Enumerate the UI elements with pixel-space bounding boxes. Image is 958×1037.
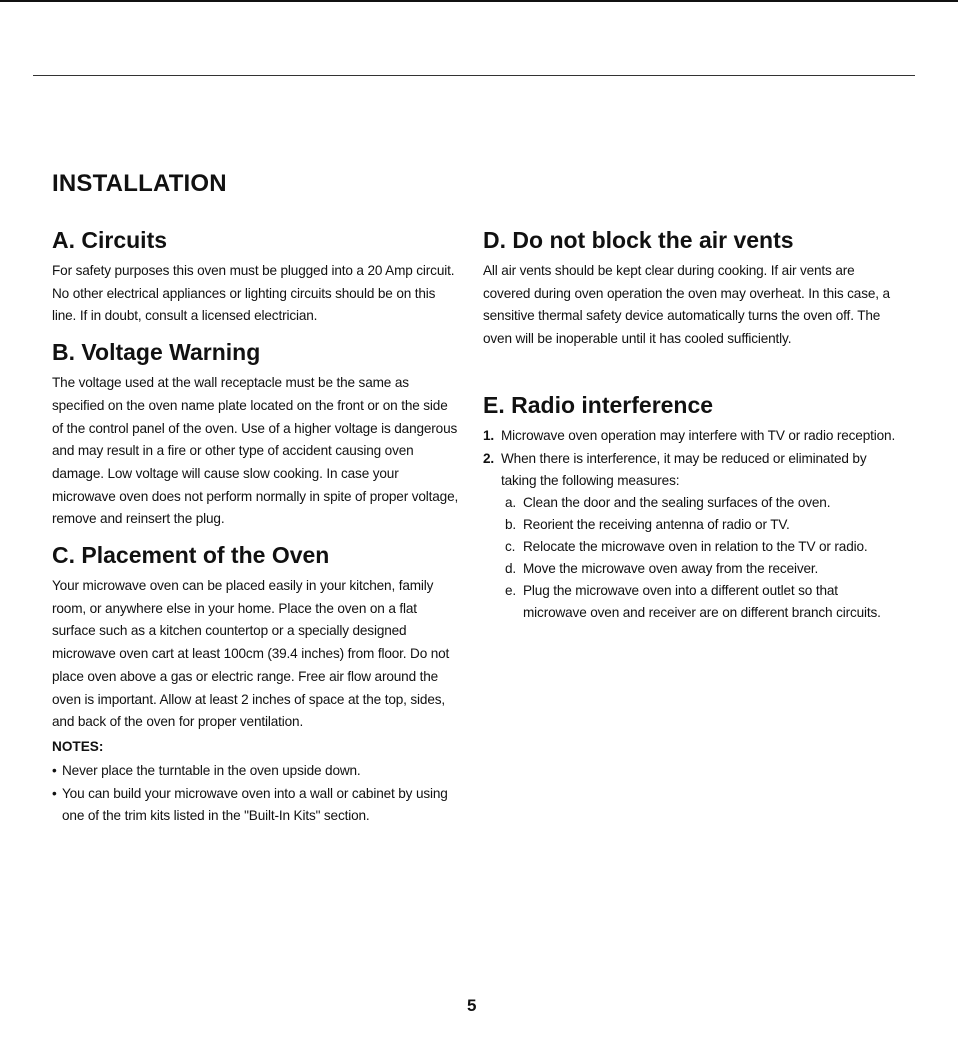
note-item: • You can build your microwave oven into a wall or cabinet by using one of the trim kits listed in the "Built-In Kits" section.: [52, 783, 462, 828]
measure-letter: a.: [505, 494, 517, 510]
step-text: When there is interference, it may be reduced or eliminated by taking the following measures:: [501, 450, 867, 488]
measure-item: [505, 514, 903, 536]
section-air-vents: [483, 224, 903, 351]
measure-text: Move the microwave oven away from the receiver.: [523, 560, 819, 576]
right-column: [483, 224, 903, 632]
notes-list: [52, 760, 462, 828]
note-item: • Never place the turntable in the oven upside down.: [52, 760, 462, 783]
measure-letter: e.: [505, 582, 517, 598]
measure-item: [505, 580, 903, 624]
step-item: [483, 425, 903, 447]
step-item: [483, 448, 903, 624]
measure-item: [505, 492, 903, 514]
page-title: INSTALLATION: [52, 170, 227, 197]
section-voltage-warning: [52, 336, 462, 531]
top-rule: [0, 0, 958, 2]
section-circuits: [52, 224, 462, 328]
section-radio-interference: [483, 389, 903, 624]
measure-letter: b.: [505, 516, 517, 532]
measure-item: [505, 558, 903, 580]
circuits-heading: A. Circuits: [52, 227, 168, 253]
measure-item: [505, 536, 903, 558]
placement-body: Your microwave oven can be placed easily in your kitchen, family room, or anywhere else in your home. Place the oven on a flat surface such as a kitchen countertop or a specially designed microwave oven cart at least 100cm (39.4 inches) from floor. Do not place oven above a gas or electric range. Free air flow around the oven is important. Allow at least 2 inches of space at the top, sides, and back of the oven for proper ventilation.: [52, 578, 450, 730]
measure-letter: c.: [505, 538, 516, 554]
radio-steps: [483, 425, 903, 624]
measure-text: Clean the door and the sealing surfaces of the oven.: [523, 494, 831, 510]
step-text: Microwave oven operation may interfere with TV or radio reception.: [501, 427, 896, 443]
vents-body: All air vents should be kept clear during cooking. If air vents are covered during oven operation the oven may overheat. In this case, a sensitive thermal safety device automatically turns the oven off. The oven will be inoperable until it has cooled sufficiently.: [483, 263, 890, 347]
measure-text: Plug the microwave oven into a different outlet so that microwave oven and receiver are on different branch circuits.: [523, 582, 881, 620]
step-number: 1.: [483, 427, 495, 443]
placement-heading: C. Placement of the Oven: [52, 542, 330, 569]
header-rule: [33, 75, 915, 76]
left-column: [52, 224, 462, 836]
section-placement: [52, 539, 462, 828]
radio-heading: E. Radio interference: [483, 391, 714, 418]
measure-letter: d.: [505, 560, 517, 576]
measure-text: Reorient the receiving antenna of radio or TV.: [523, 516, 790, 532]
voltage-heading: B. Voltage Warning: [52, 339, 261, 366]
notes-title: NOTES:: [52, 738, 104, 754]
vents-heading: D. Do not block the air vents: [483, 227, 794, 253]
page-number: 5: [467, 996, 477, 1015]
step-number: 2.: [483, 450, 495, 466]
voltage-body: The voltage used at the wall receptacle must be the same as specified on the oven name plate located on the front or on the side of the control panel of the oven. Use of a higher voltage is dangerous and may result in a fire or other type of accident causing oven damage. Low voltage will cause slow cooking. In case your microwave oven does not perform normally in spite of proper voltage, remove and reinsert the plug.: [52, 375, 459, 527]
measures-list: [501, 492, 903, 624]
measure-text: Relocate the microwave oven in relation to the TV or radio.: [523, 538, 868, 554]
circuits-body: For safety purposes this oven must be plugged into a 20 Amp circuit. No other electrical appliances or lighting circuits should be on this line. If in doubt, consult a licensed electrician.: [52, 263, 455, 324]
